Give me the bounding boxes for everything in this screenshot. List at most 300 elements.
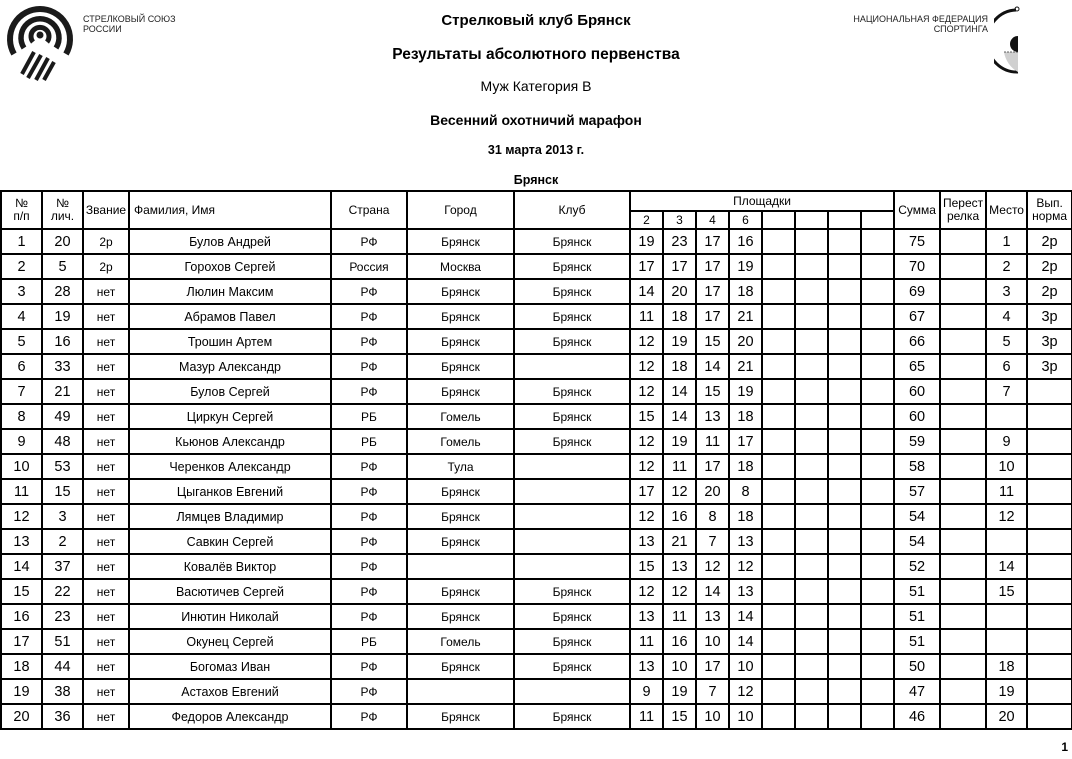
station-score: 12	[630, 329, 663, 354]
athlete-name: Богомаз Иван	[129, 654, 331, 679]
station-score	[828, 654, 861, 679]
athlete-name: Ковалёв Виктор	[129, 554, 331, 579]
country-cell: РФ	[331, 704, 407, 729]
shootoff-cell	[940, 654, 986, 679]
station-score	[795, 504, 828, 529]
sum-cell: 57	[894, 479, 940, 504]
country-cell: РФ	[331, 279, 407, 304]
station-score	[795, 229, 828, 254]
rank-cell: нет	[83, 329, 129, 354]
place-cell	[986, 404, 1027, 429]
sum-cell: 51	[894, 604, 940, 629]
row-number: 7	[1, 379, 42, 404]
place-cell: 9	[986, 429, 1027, 454]
license-number: 49	[42, 404, 83, 429]
shootoff-cell	[940, 329, 986, 354]
sum-cell: 69	[894, 279, 940, 304]
row-number: 12	[1, 504, 42, 529]
norm-cell	[1027, 654, 1072, 679]
shootoff-cell	[940, 479, 986, 504]
license-number: 15	[42, 479, 83, 504]
rank-cell: нет	[83, 654, 129, 679]
station-score	[861, 429, 894, 454]
norm-cell	[1027, 529, 1072, 554]
sum-cell: 59	[894, 429, 940, 454]
rank-cell: 2р	[83, 229, 129, 254]
city-cell: Тула	[407, 454, 514, 479]
rank-cell: нет	[83, 604, 129, 629]
station-score: 10	[696, 704, 729, 729]
table-row	[1, 404, 1072, 429]
country-cell: РФ	[331, 579, 407, 604]
license-number: 21	[42, 379, 83, 404]
shootoff-cell	[940, 704, 986, 729]
station-score: 16	[663, 504, 696, 529]
club-cell	[514, 454, 630, 479]
col-norm-line1: Вып.	[1036, 196, 1063, 210]
station-score	[828, 529, 861, 554]
sum-cell: 58	[894, 454, 940, 479]
station-score: 10	[729, 704, 762, 729]
club-cell	[514, 529, 630, 554]
athlete-name: Циркун Сергей	[129, 404, 331, 429]
station-score	[762, 679, 795, 704]
club-cell: Брянск	[514, 304, 630, 329]
station-score	[762, 629, 795, 654]
station-score: 11	[630, 304, 663, 329]
athlete-name: Цыганков Евгений	[129, 479, 331, 504]
city-cell: Брянск	[407, 654, 514, 679]
col-club-header: Клуб	[514, 191, 630, 229]
rank-cell: нет	[83, 704, 129, 729]
place-cell: 1	[986, 229, 1027, 254]
station-score: 17	[696, 229, 729, 254]
rank-cell: нет	[83, 504, 129, 529]
city-cell: Гомель	[407, 429, 514, 454]
city-cell: Москва	[407, 254, 514, 279]
station-score: 14	[729, 604, 762, 629]
country-cell: РБ	[331, 629, 407, 654]
station-score: 12	[663, 579, 696, 604]
table-row	[1, 229, 1072, 254]
club-cell: Брянск	[514, 579, 630, 604]
row-number: 8	[1, 404, 42, 429]
city-cell	[407, 554, 514, 579]
shootoff-cell	[940, 529, 986, 554]
station-score: 19	[663, 429, 696, 454]
license-number: 2	[42, 529, 83, 554]
table-row	[1, 654, 1072, 679]
table-row	[1, 679, 1072, 704]
sum-cell: 70	[894, 254, 940, 279]
page-number: 1	[1061, 740, 1068, 754]
rank-cell: нет	[83, 629, 129, 654]
club-cell	[514, 679, 630, 704]
shootoff-cell	[940, 279, 986, 304]
station-score: 18	[729, 504, 762, 529]
station-score: 21	[663, 529, 696, 554]
col-norm-header	[1027, 191, 1072, 229]
sum-cell: 54	[894, 504, 940, 529]
norm-cell	[1027, 579, 1072, 604]
row-number: 17	[1, 629, 42, 654]
station-score: 12	[630, 379, 663, 404]
station-score	[795, 454, 828, 479]
athlete-name: Астахов Евгений	[129, 679, 331, 704]
station-score	[861, 229, 894, 254]
station-score	[828, 229, 861, 254]
table-row	[1, 529, 1072, 554]
station-number-header	[828, 211, 861, 229]
col-lic-line2: лич.	[50, 209, 75, 223]
station-score	[762, 454, 795, 479]
station-score	[861, 329, 894, 354]
station-number-header	[795, 211, 828, 229]
station-score: 19	[729, 254, 762, 279]
station-score	[795, 529, 828, 554]
rank-cell: нет	[83, 404, 129, 429]
license-number: 51	[42, 629, 83, 654]
station-score	[762, 279, 795, 304]
row-number: 16	[1, 604, 42, 629]
event-location: Брянск	[513, 173, 559, 187]
shootoff-cell	[940, 429, 986, 454]
country-cell: РФ	[331, 554, 407, 579]
org-left-line1: СТРЕЛКОВЫЙ СОЮЗ	[83, 14, 176, 24]
norm-cell: 2р	[1027, 279, 1072, 304]
norm-cell	[1027, 404, 1072, 429]
station-score	[795, 629, 828, 654]
col-country-header: Страна	[331, 191, 407, 229]
col-lic-line1: №	[56, 196, 69, 210]
place-cell: 2	[986, 254, 1027, 279]
station-score	[828, 304, 861, 329]
norm-cell: 3р	[1027, 354, 1072, 379]
station-score: 14	[663, 404, 696, 429]
station-score: 10	[729, 654, 762, 679]
rank-cell: нет	[83, 379, 129, 404]
station-score: 18	[663, 304, 696, 329]
athlete-name: Горохов Сергей	[129, 254, 331, 279]
station-score	[861, 379, 894, 404]
station-score	[762, 604, 795, 629]
station-score: 11	[630, 629, 663, 654]
station-score	[795, 354, 828, 379]
club-cell	[514, 354, 630, 379]
station-score	[861, 504, 894, 529]
station-score: 17	[696, 254, 729, 279]
station-score	[762, 229, 795, 254]
norm-cell	[1027, 704, 1072, 729]
norm-cell: 2р	[1027, 229, 1072, 254]
station-score: 18	[729, 454, 762, 479]
table-row	[1, 304, 1072, 329]
col-shootoff-line2: релка	[946, 209, 980, 223]
station-score	[828, 329, 861, 354]
rank-cell: нет	[83, 679, 129, 704]
row-number: 19	[1, 679, 42, 704]
country-cell: РФ	[331, 379, 407, 404]
place-cell: 12	[986, 504, 1027, 529]
club-cell	[514, 504, 630, 529]
city-cell: Брянск	[407, 304, 514, 329]
license-number: 36	[42, 704, 83, 729]
city-cell: Брянск	[407, 229, 514, 254]
station-number-header: 6	[729, 211, 762, 229]
station-score: 19	[663, 679, 696, 704]
station-score	[828, 454, 861, 479]
rank-cell: нет	[83, 479, 129, 504]
row-number: 18	[1, 654, 42, 679]
country-cell: РФ	[331, 304, 407, 329]
city-cell: Гомель	[407, 404, 514, 429]
event-name: Весенний охотничий марафон	[430, 112, 642, 128]
license-number: 53	[42, 454, 83, 479]
station-score	[828, 254, 861, 279]
station-score	[861, 554, 894, 579]
station-score: 12	[630, 454, 663, 479]
station-score	[762, 479, 795, 504]
athlete-name: Кьюнов Александр	[129, 429, 331, 454]
club-cell: Брянск	[514, 654, 630, 679]
station-score	[795, 279, 828, 304]
station-score	[762, 329, 795, 354]
athlete-name: Люлин Максим	[129, 279, 331, 304]
row-number: 9	[1, 429, 42, 454]
col-city-header: Город	[407, 191, 514, 229]
club-cell: Брянск	[514, 429, 630, 454]
sum-cell: 75	[894, 229, 940, 254]
station-score	[861, 279, 894, 304]
station-score: 11	[630, 704, 663, 729]
athlete-name: Окунец Сергей	[129, 629, 331, 654]
row-number: 2	[1, 254, 42, 279]
station-score	[861, 479, 894, 504]
station-number-header	[861, 211, 894, 229]
license-number: 16	[42, 329, 83, 354]
country-cell: РФ	[331, 329, 407, 354]
license-number: 5	[42, 254, 83, 279]
station-score: 17	[696, 654, 729, 679]
station-score: 21	[729, 304, 762, 329]
station-score	[762, 404, 795, 429]
station-score: 10	[663, 654, 696, 679]
rank-cell: нет	[83, 429, 129, 454]
station-score: 17	[729, 429, 762, 454]
norm-cell	[1027, 504, 1072, 529]
place-cell: 11	[986, 479, 1027, 504]
country-cell: РФ	[331, 504, 407, 529]
shootoff-cell	[940, 679, 986, 704]
col-num-line2: п/п	[13, 209, 30, 223]
col-num-header	[1, 191, 42, 229]
place-cell: 5	[986, 329, 1027, 354]
city-cell: Брянск	[407, 279, 514, 304]
sum-cell: 54	[894, 529, 940, 554]
col-sum-header: Сумма	[894, 191, 940, 229]
city-cell: Брянск	[407, 704, 514, 729]
city-cell: Брянск	[407, 579, 514, 604]
station-score	[795, 654, 828, 679]
station-number-header: 3	[663, 211, 696, 229]
place-cell: 10	[986, 454, 1027, 479]
shootoff-cell	[940, 504, 986, 529]
station-score	[861, 529, 894, 554]
place-cell	[986, 529, 1027, 554]
station-score	[828, 554, 861, 579]
station-score: 15	[696, 379, 729, 404]
table-row	[1, 629, 1072, 654]
station-score: 7	[696, 529, 729, 554]
rank-cell: нет	[83, 354, 129, 379]
table-row	[1, 379, 1072, 404]
station-score: 17	[696, 454, 729, 479]
station-score	[795, 304, 828, 329]
station-score	[861, 354, 894, 379]
athlete-name: Черенков Александр	[129, 454, 331, 479]
station-score	[762, 704, 795, 729]
club-cell: Брянск	[514, 604, 630, 629]
station-score	[795, 329, 828, 354]
station-score	[828, 279, 861, 304]
station-score	[762, 304, 795, 329]
norm-cell	[1027, 554, 1072, 579]
country-cell: РФ	[331, 679, 407, 704]
station-score	[795, 554, 828, 579]
row-number: 6	[1, 354, 42, 379]
rank-cell: нет	[83, 279, 129, 304]
station-score: 13	[729, 529, 762, 554]
license-number: 23	[42, 604, 83, 629]
station-score: 12	[729, 554, 762, 579]
station-score	[861, 579, 894, 604]
station-score	[762, 654, 795, 679]
station-score: 15	[630, 554, 663, 579]
results-table	[0, 190, 1072, 730]
norm-cell	[1027, 629, 1072, 654]
club-cell: Брянск	[514, 704, 630, 729]
club-cell	[514, 554, 630, 579]
station-score: 16	[663, 629, 696, 654]
table-row	[1, 354, 1072, 379]
station-score	[828, 629, 861, 654]
license-number: 3	[42, 504, 83, 529]
row-number: 14	[1, 554, 42, 579]
row-number: 13	[1, 529, 42, 554]
station-score	[861, 679, 894, 704]
table-row	[1, 704, 1072, 729]
norm-cell	[1027, 429, 1072, 454]
station-score	[828, 379, 861, 404]
event-date: 31 марта 2013 г.	[487, 143, 585, 157]
category-label: Муж Категория В	[480, 78, 592, 94]
org-left-line2: РОССИИ	[83, 24, 122, 34]
place-cell: 6	[986, 354, 1027, 379]
place-cell: 19	[986, 679, 1027, 704]
license-number: 20	[42, 229, 83, 254]
norm-cell	[1027, 454, 1072, 479]
table-header-row	[1, 191, 1072, 211]
col-shootoff-line1: Перест	[942, 196, 984, 210]
col-stations-header: Площадки	[630, 191, 894, 211]
country-cell: РФ	[331, 229, 407, 254]
country-cell: РФ	[331, 479, 407, 504]
row-number: 20	[1, 704, 42, 729]
club-cell: Брянск	[514, 279, 630, 304]
station-score: 12	[630, 579, 663, 604]
station-score	[795, 479, 828, 504]
station-score	[861, 654, 894, 679]
shootoff-cell	[940, 579, 986, 604]
license-number: 28	[42, 279, 83, 304]
shootoff-cell	[940, 629, 986, 654]
station-score: 12	[630, 429, 663, 454]
station-score: 12	[696, 554, 729, 579]
station-score: 14	[696, 579, 729, 604]
row-number: 1	[1, 229, 42, 254]
license-number: 19	[42, 304, 83, 329]
rank-cell: нет	[83, 304, 129, 329]
station-score	[795, 254, 828, 279]
sum-cell: 47	[894, 679, 940, 704]
row-number: 3	[1, 279, 42, 304]
norm-cell	[1027, 479, 1072, 504]
table-row	[1, 579, 1072, 604]
sum-cell: 67	[894, 304, 940, 329]
station-score	[828, 604, 861, 629]
station-score: 7	[696, 679, 729, 704]
station-score: 18	[729, 279, 762, 304]
table-row	[1, 604, 1072, 629]
station-score: 11	[663, 454, 696, 479]
station-score: 9	[630, 679, 663, 704]
sum-cell: 51	[894, 579, 940, 604]
page-title: Результаты абсолютного первенства	[392, 46, 680, 63]
city-cell	[407, 679, 514, 704]
city-cell: Гомель	[407, 629, 514, 654]
country-cell: РФ	[331, 354, 407, 379]
athlete-name: Булов Сергей	[129, 379, 331, 404]
sum-cell: 51	[894, 629, 940, 654]
club-cell	[514, 479, 630, 504]
row-number: 10	[1, 454, 42, 479]
station-score	[861, 454, 894, 479]
city-cell: Брянск	[407, 379, 514, 404]
station-score	[795, 379, 828, 404]
country-cell: РБ	[331, 429, 407, 454]
col-rank-header: Звание	[83, 191, 129, 229]
station-number-header: 4	[696, 211, 729, 229]
station-score	[828, 704, 861, 729]
sum-cell: 60	[894, 404, 940, 429]
row-number: 11	[1, 479, 42, 504]
station-score: 19	[630, 229, 663, 254]
station-score: 20	[663, 279, 696, 304]
results-body	[1, 229, 1072, 729]
table-row	[1, 504, 1072, 529]
station-score: 19	[729, 379, 762, 404]
station-score: 13	[696, 404, 729, 429]
station-score: 20	[696, 479, 729, 504]
country-cell: РФ	[331, 529, 407, 554]
place-cell: 18	[986, 654, 1027, 679]
license-number: 37	[42, 554, 83, 579]
table-row	[1, 554, 1072, 579]
norm-cell	[1027, 379, 1072, 404]
station-score: 18	[729, 404, 762, 429]
station-score: 17	[630, 254, 663, 279]
rank-cell: 2р	[83, 254, 129, 279]
